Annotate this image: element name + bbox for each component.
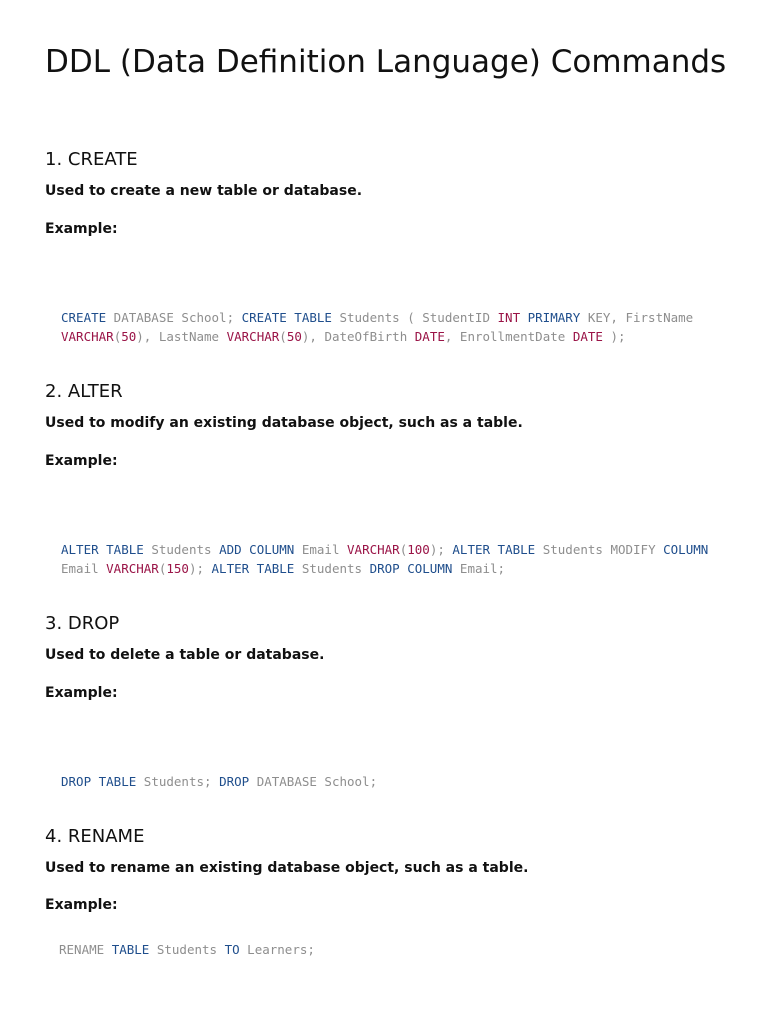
code-keyword: TABLE (111, 942, 150, 957)
code-keyword: ALTER TABLE (452, 542, 536, 557)
code-text: ( (279, 329, 287, 344)
code-text: Students (143, 542, 220, 557)
section-description-create: Used to create a new table or database. (45, 183, 363, 199)
code-block-alter (61, 540, 721, 578)
code-text: ), DateOfBirth (301, 329, 415, 344)
code-number: 150 (166, 561, 189, 576)
code-line (61, 559, 721, 578)
code-line (61, 772, 721, 791)
code-type: VARCHAR (226, 329, 280, 344)
code-keyword: ADD COLUMN (219, 542, 295, 557)
code-text: Email (294, 542, 348, 557)
code-text: ); (602, 329, 626, 344)
code-keyword: ALTER TABLE (211, 561, 295, 576)
example-label-alter: Example: (45, 453, 118, 469)
code-type: VARCHAR (106, 561, 159, 576)
section-heading-drop: 3. DROP (45, 613, 120, 634)
code-line (61, 540, 721, 559)
code-text (520, 310, 528, 325)
code-text: Students ( StudentID (331, 310, 498, 325)
code-text: ( (113, 329, 122, 344)
code-keyword: DROP (219, 774, 250, 789)
code-block-rename (59, 940, 719, 959)
code-type: DATE (414, 329, 445, 344)
code-text: KEY, FirstName (580, 310, 694, 325)
code-block-create (61, 308, 721, 346)
code-keyword: DROP TABLE (61, 774, 137, 789)
code-keyword: ALTER TABLE (61, 542, 144, 557)
code-text: Email; (452, 561, 506, 576)
code-text: Students MODIFY (535, 542, 664, 557)
code-type: VARCHAR (347, 542, 400, 557)
section-heading-rename: 4. RENAME (45, 826, 145, 847)
code-text: ); (188, 561, 212, 576)
code-block-drop (61, 772, 721, 791)
code-number: 50 (121, 329, 137, 344)
code-text: ); (429, 542, 453, 557)
section-heading-create: 1. CREATE (45, 149, 138, 170)
code-text: Students (294, 561, 370, 576)
code-keyword: PRIMARY (527, 310, 581, 325)
code-text: RENAME (59, 942, 112, 957)
example-label-drop: Example: (45, 685, 118, 701)
code-type: DATE (572, 329, 603, 344)
code-keyword: CREATE (61, 310, 107, 325)
section-description-drop: Used to delete a table or database. (45, 647, 325, 663)
code-keyword: CREATE TABLE (241, 310, 332, 325)
code-keyword: DROP COLUMN (369, 561, 453, 576)
code-text: DATABASE School; (106, 310, 242, 325)
section-heading-alter: 2. ALTER (45, 381, 123, 402)
code-type: INT (497, 310, 521, 325)
code-text: Email (61, 561, 107, 576)
code-number: 50 (286, 329, 302, 344)
code-text: DATABASE School; (249, 774, 378, 789)
code-text: , EnrollmentDate (444, 329, 573, 344)
page-title: DDL (Data Definition Language) Commands (45, 44, 727, 80)
code-line (59, 940, 719, 959)
code-line (61, 308, 721, 327)
code-text: Learners; (239, 942, 315, 957)
code-text: ), LastName (136, 329, 227, 344)
section-description-rename: Used to rename an existing database object, such as a table. (45, 860, 529, 876)
section-description-alter: Used to modify an existing database object, such as a table. (45, 415, 523, 431)
code-text: Students; (136, 774, 220, 789)
code-keyword: COLUMN (663, 542, 709, 557)
code-keyword: TO (224, 942, 240, 957)
code-type: VARCHAR (61, 329, 114, 344)
code-line (61, 327, 721, 346)
code-text: ( (399, 542, 408, 557)
code-number: 100 (407, 542, 430, 557)
code-text: ( (158, 561, 167, 576)
example-label-rename: Example: (45, 897, 118, 913)
example-label-create: Example: (45, 221, 118, 237)
code-text: Students (149, 942, 225, 957)
